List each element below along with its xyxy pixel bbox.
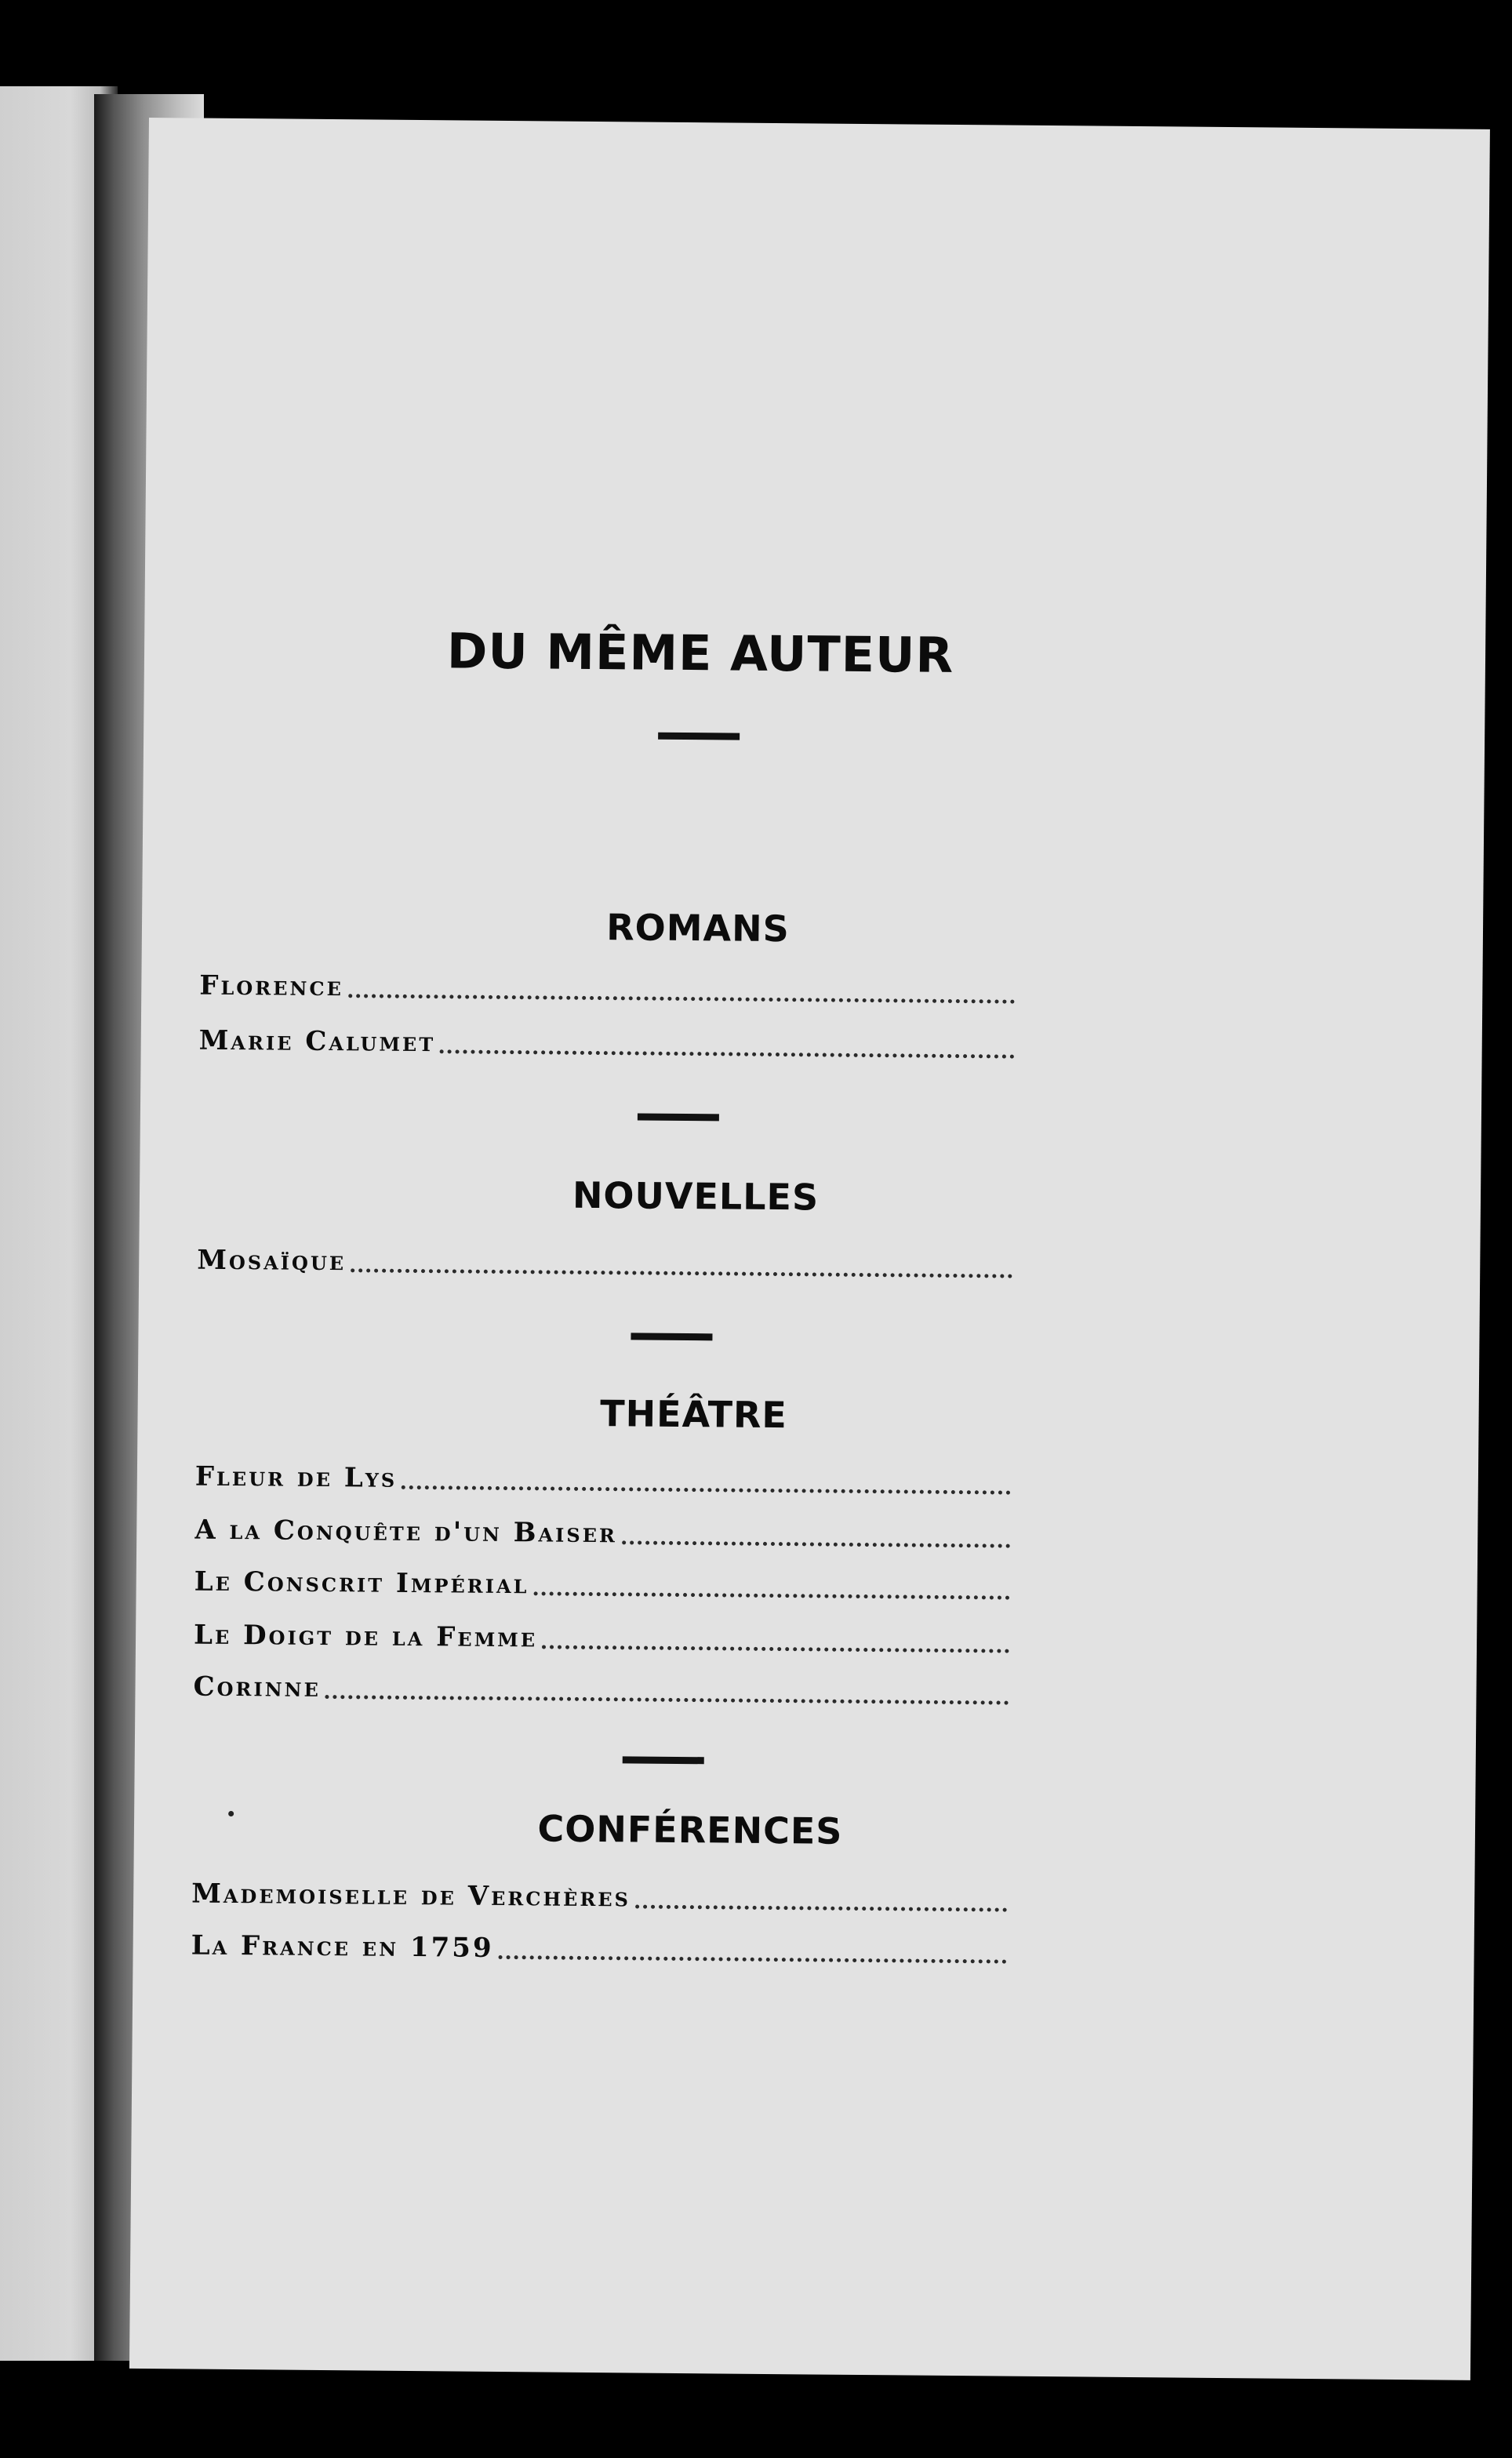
entry-title: Mosaïque	[197, 1244, 347, 1278]
section-heading-romans: ROMANS	[606, 906, 791, 951]
section-heading-theatre: THÉÂTRE	[600, 1392, 788, 1437]
entry-title: Mademoiselle de Verchères	[191, 1878, 631, 1914]
dot-leader	[635, 1898, 1007, 1911]
list-item	[194, 1616, 1009, 1658]
entry-title: Fleur de Lys	[194, 1460, 398, 1494]
divider-rule	[658, 733, 740, 740]
entry-title: Le Doigt de la Femme	[193, 1619, 538, 1654]
list-item	[191, 1927, 1006, 1969]
entry-title: Florence	[199, 969, 344, 1003]
dot-leader	[348, 987, 1016, 1003]
dot-leader	[440, 1043, 1015, 1058]
list-item	[199, 1022, 1015, 1064]
list-item	[194, 1563, 1010, 1605]
dot-leader	[622, 1534, 1010, 1547]
entry-title: Le Conscrit Impérial	[194, 1565, 529, 1601]
list-item	[195, 1458, 1011, 1500]
dot-leader	[325, 1689, 1009, 1705]
page-title: DU MÊME AUTEUR	[446, 622, 954, 684]
section-heading-nouvelles: NOUVELLES	[572, 1173, 820, 1219]
list-item	[193, 1668, 1009, 1710]
entry-title: Corinne	[193, 1671, 322, 1704]
section-heading-conferences: CONFÉRENCES	[537, 1807, 843, 1853]
list-item	[199, 967, 1015, 1009]
ink-speck	[228, 1811, 234, 1816]
dot-leader	[351, 1262, 1012, 1278]
divider-rule	[631, 1333, 712, 1340]
dot-leader	[542, 1638, 1009, 1653]
list-item	[197, 1242, 1012, 1283]
dot-leader	[402, 1479, 1011, 1495]
list-item	[194, 1511, 1010, 1553]
divider-rule	[638, 1113, 719, 1121]
entry-title: A la Conquête d'un Baiser	[194, 1514, 618, 1550]
entry-title: Marie Calumet	[198, 1024, 436, 1059]
entry-title: La France en 1759	[191, 1929, 494, 1964]
page-content	[191, 118, 1203, 1964]
dot-leader	[498, 1949, 1006, 1964]
divider-rule	[623, 1756, 704, 1764]
list-item	[191, 1875, 1007, 1917]
dot-leader	[533, 1585, 1009, 1599]
book-page	[129, 118, 1490, 2380]
